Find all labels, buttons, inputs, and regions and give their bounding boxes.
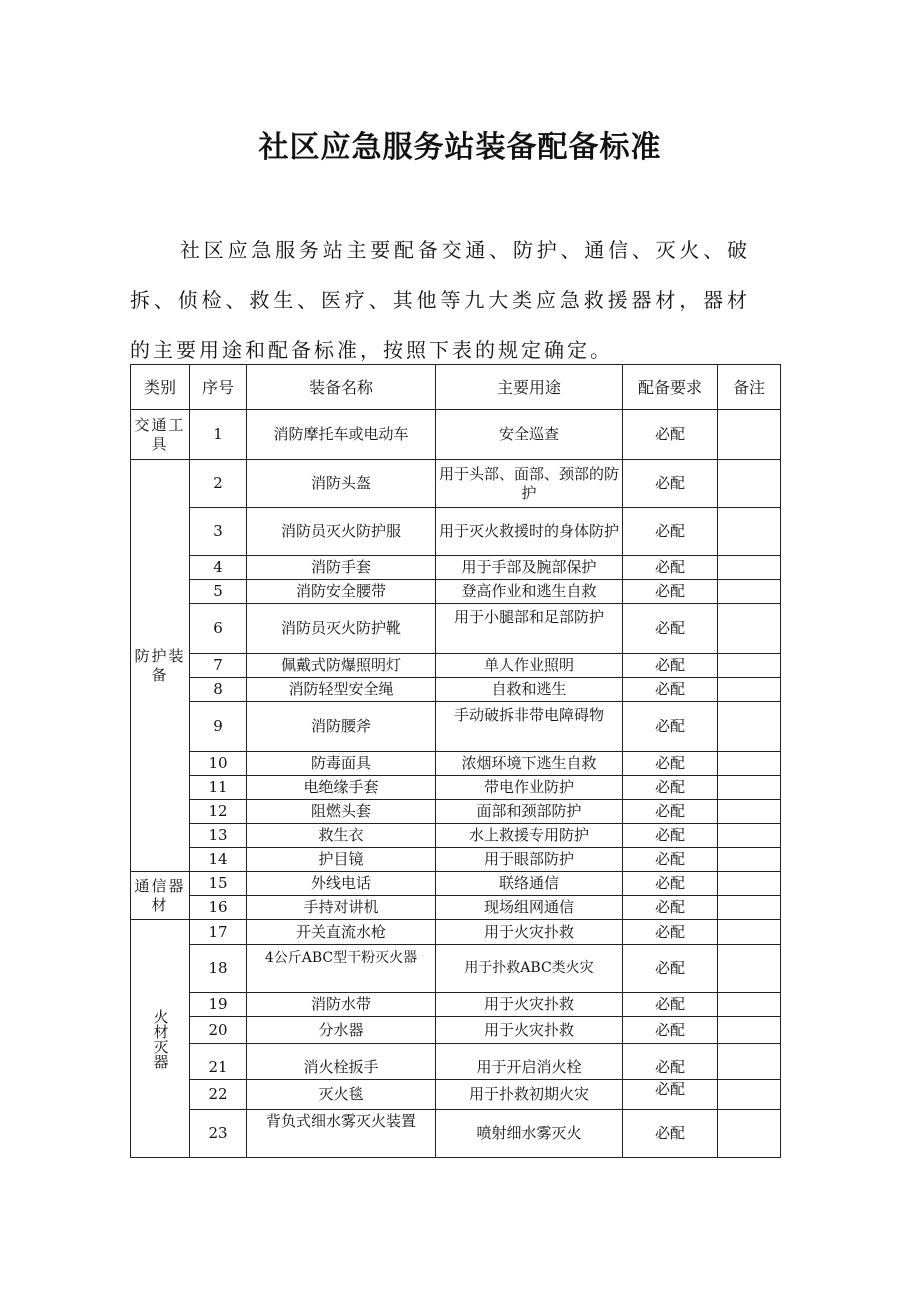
equipment-requirement: 必配 — [623, 945, 718, 993]
equipment-name: 开关直流水枪 — [247, 920, 436, 945]
equipment-requirement: 必配 — [623, 556, 718, 580]
equipment-name: 手持对讲机 — [247, 896, 436, 920]
equipment-note — [718, 702, 781, 752]
equipment-requirement: 必配 — [623, 678, 718, 702]
table-row — [131, 752, 781, 776]
category-protection: 防护装备 — [131, 460, 190, 872]
category-transport: 交通工具 — [131, 410, 190, 460]
row-index: 14 — [190, 848, 247, 872]
table-row — [131, 556, 781, 580]
equipment-note — [718, 848, 781, 872]
equipment-note — [718, 1017, 781, 1044]
equipment-name: 护目镜 — [247, 848, 436, 872]
equipment-note — [718, 410, 781, 460]
equipment-name: 电绝缘手套 — [247, 776, 436, 800]
equipment-note — [718, 896, 781, 920]
equipment-name: 消防员灭火防护服 — [247, 508, 436, 556]
table-row — [131, 945, 781, 993]
equipment-requirement: 必配 — [623, 508, 718, 556]
equipment-name: 防毒面具 — [247, 752, 436, 776]
equipment-name: 消防手套 — [247, 556, 436, 580]
table-row — [131, 993, 781, 1017]
table-row — [131, 580, 781, 604]
equipment-name: 外线电话 — [247, 872, 436, 896]
row-index: 19 — [190, 993, 247, 1017]
equipment-requirement: 必配 — [623, 920, 718, 945]
equipment-usage: 用于火灾扑救 — [436, 1017, 623, 1044]
equipment-usage: 用于手部及腕部保护 — [436, 556, 623, 580]
equipment-name: 消防头盔 — [247, 460, 436, 508]
equipment-note — [718, 604, 781, 654]
equipment-usage: 水上救援专用防护 — [436, 824, 623, 848]
equipment-requirement: 必配 — [623, 848, 718, 872]
equipment-usage: 用于开启消火栓 — [436, 1044, 623, 1080]
row-index: 7 — [190, 654, 247, 678]
table-row — [131, 776, 781, 800]
row-index: 9 — [190, 702, 247, 752]
equipment-usage: 用于头部、面部、颈部的防护 — [436, 460, 623, 508]
row-index: 15 — [190, 872, 247, 896]
equipment-name: 4公斤ABC型干粉灭火器 — [247, 945, 436, 993]
equipment-requirement: 必配 — [623, 800, 718, 824]
equipment-requirement: 必配 — [623, 993, 718, 1017]
table-row — [131, 1017, 781, 1044]
equipment-usage: 现场组网通信 — [436, 896, 623, 920]
equipment-requirement: 必配 — [623, 896, 718, 920]
equipment-usage: 用于扑救ABC类火灾 — [436, 945, 623, 993]
equipment-requirement: 必配 — [623, 1044, 718, 1080]
intro-paragraph: 社区应急服务站主要配备交通、防护、通信、灭火、破拆、侦检、救生、医疗、其他等九大类应急救援器材，器材的主要用途和配备标准，按照下表的规定确定。 — [130, 238, 750, 362]
equipment-usage: 用于小腿部和足部防护 — [436, 604, 623, 654]
equipment-requirement: 必配 — [623, 604, 718, 654]
header-name: 装备名称 — [247, 365, 436, 410]
equipment-note — [718, 993, 781, 1017]
equipment-note — [718, 580, 781, 604]
table-row — [131, 1044, 781, 1080]
equipment-note — [718, 1080, 781, 1110]
category-fire: 火材灭器 — [131, 920, 190, 1158]
equipment-requirement: 必配 — [623, 702, 718, 752]
row-index: 1 — [190, 410, 247, 460]
row-index: 12 — [190, 800, 247, 824]
table-row — [131, 1110, 781, 1158]
equipment-note — [718, 508, 781, 556]
row-index: 10 — [190, 752, 247, 776]
equipment-note — [718, 1044, 781, 1080]
equipment-usage: 用于火灾扑救 — [436, 993, 623, 1017]
row-index: 11 — [190, 776, 247, 800]
row-index: 20 — [190, 1017, 247, 1044]
table-row — [131, 460, 781, 508]
equipment-usage: 喷射细水雾灭火 — [436, 1110, 623, 1158]
equipment-requirement: 必配 — [623, 872, 718, 896]
table-row — [131, 824, 781, 848]
table-row — [131, 410, 781, 460]
equipment-note — [718, 872, 781, 896]
equipment-requirement: 必配 — [623, 824, 718, 848]
equipment-usage: 用于眼部防护 — [436, 848, 623, 872]
equipment-name: 消防腰斧 — [247, 702, 436, 752]
row-index: 6 — [190, 604, 247, 654]
table-row — [131, 1080, 781, 1110]
equipment-note — [718, 776, 781, 800]
table-row — [131, 702, 781, 752]
equipment-usage: 单人作业照明 — [436, 654, 623, 678]
header-requirement: 配备要求 — [623, 365, 718, 410]
equipment-requirement: 必配 — [623, 1110, 718, 1158]
page-title: 社区应急服务站装备配备标准 — [258, 130, 662, 165]
row-index: 21 — [190, 1044, 247, 1080]
equipment-usage: 手动破拆非带电障碍物 — [436, 702, 623, 752]
equipment-table — [130, 364, 781, 1158]
row-index: 4 — [190, 556, 247, 580]
equipment-usage: 联络通信 — [436, 872, 623, 896]
equipment-note — [718, 460, 781, 508]
equipment-usage: 安全巡查 — [436, 410, 623, 460]
equipment-requirement: 必配 — [623, 410, 718, 460]
equipment-note — [718, 824, 781, 848]
equipment-note — [718, 920, 781, 945]
row-index: 17 — [190, 920, 247, 945]
equipment-name: 消防摩托车或电动车 — [247, 410, 436, 460]
row-index: 18 — [190, 945, 247, 993]
equipment-name: 消防安全腰带 — [247, 580, 436, 604]
row-index: 5 — [190, 580, 247, 604]
equipment-requirement: 必配 — [623, 776, 718, 800]
equipment-name: 消火栓扳手 — [247, 1044, 436, 1080]
equipment-name: 佩戴式防爆照明灯 — [247, 654, 436, 678]
header-note: 备注 — [718, 365, 781, 410]
equipment-requirement: 必配 — [623, 1017, 718, 1044]
equipment-note — [718, 556, 781, 580]
equipment-note — [718, 752, 781, 776]
row-index: 13 — [190, 824, 247, 848]
equipment-name: 救生衣 — [247, 824, 436, 848]
equipment-note — [718, 678, 781, 702]
table-row — [131, 508, 781, 556]
row-index: 16 — [190, 896, 247, 920]
equipment-name: 分水器 — [247, 1017, 436, 1044]
table-row — [131, 872, 781, 896]
equipment-usage: 用于扑救初期火灾 — [436, 1080, 623, 1110]
table-row — [131, 848, 781, 872]
table-row — [131, 896, 781, 920]
equipment-requirement: 必配 — [623, 460, 718, 508]
table-row — [131, 920, 781, 945]
equipment-name: 消防员灭火防护靴 — [247, 604, 436, 654]
equipment-name: 消防轻型安全绳 — [247, 678, 436, 702]
table-row — [131, 678, 781, 702]
row-index: 23 — [190, 1110, 247, 1158]
equipment-name: 灭火毯 — [247, 1080, 436, 1110]
equipment-name: 阻燃头套 — [247, 800, 436, 824]
equipment-usage: 登高作业和逃生自救 — [436, 580, 623, 604]
equipment-usage: 用于灭火救援时的身体防护 — [436, 508, 623, 556]
equipment-note — [718, 945, 781, 993]
equipment-requirement: 必配 — [623, 1080, 718, 1110]
equipment-name: 消防水带 — [247, 993, 436, 1017]
row-index: 22 — [190, 1080, 247, 1110]
equipment-usage: 面部和颈部防护 — [436, 800, 623, 824]
equipment-usage: 带电作业防护 — [436, 776, 623, 800]
row-index: 8 — [190, 678, 247, 702]
table-header-row — [131, 365, 781, 410]
equipment-note — [718, 1110, 781, 1158]
equipment-usage: 用于火灾扑救 — [436, 920, 623, 945]
equipment-requirement: 必配 — [623, 752, 718, 776]
header-index: 序号 — [190, 365, 247, 410]
equipment-name: 背负式细水雾灭火装置 — [247, 1110, 436, 1158]
equipment-requirement: 必配 — [623, 580, 718, 604]
equipment-usage: 浓烟环境下逃生自救 — [436, 752, 623, 776]
header-usage: 主要用途 — [436, 365, 623, 410]
header-category: 类别 — [131, 365, 190, 410]
row-index: 2 — [190, 460, 247, 508]
equipment-requirement: 必配 — [623, 654, 718, 678]
row-index: 3 — [190, 508, 247, 556]
equipment-usage: 自救和逃生 — [436, 678, 623, 702]
table-row — [131, 800, 781, 824]
table-row — [131, 604, 781, 654]
equipment-note — [718, 654, 781, 678]
category-communication: 通信器材 — [131, 872, 190, 920]
equipment-note — [718, 800, 781, 824]
table-row — [131, 654, 781, 678]
